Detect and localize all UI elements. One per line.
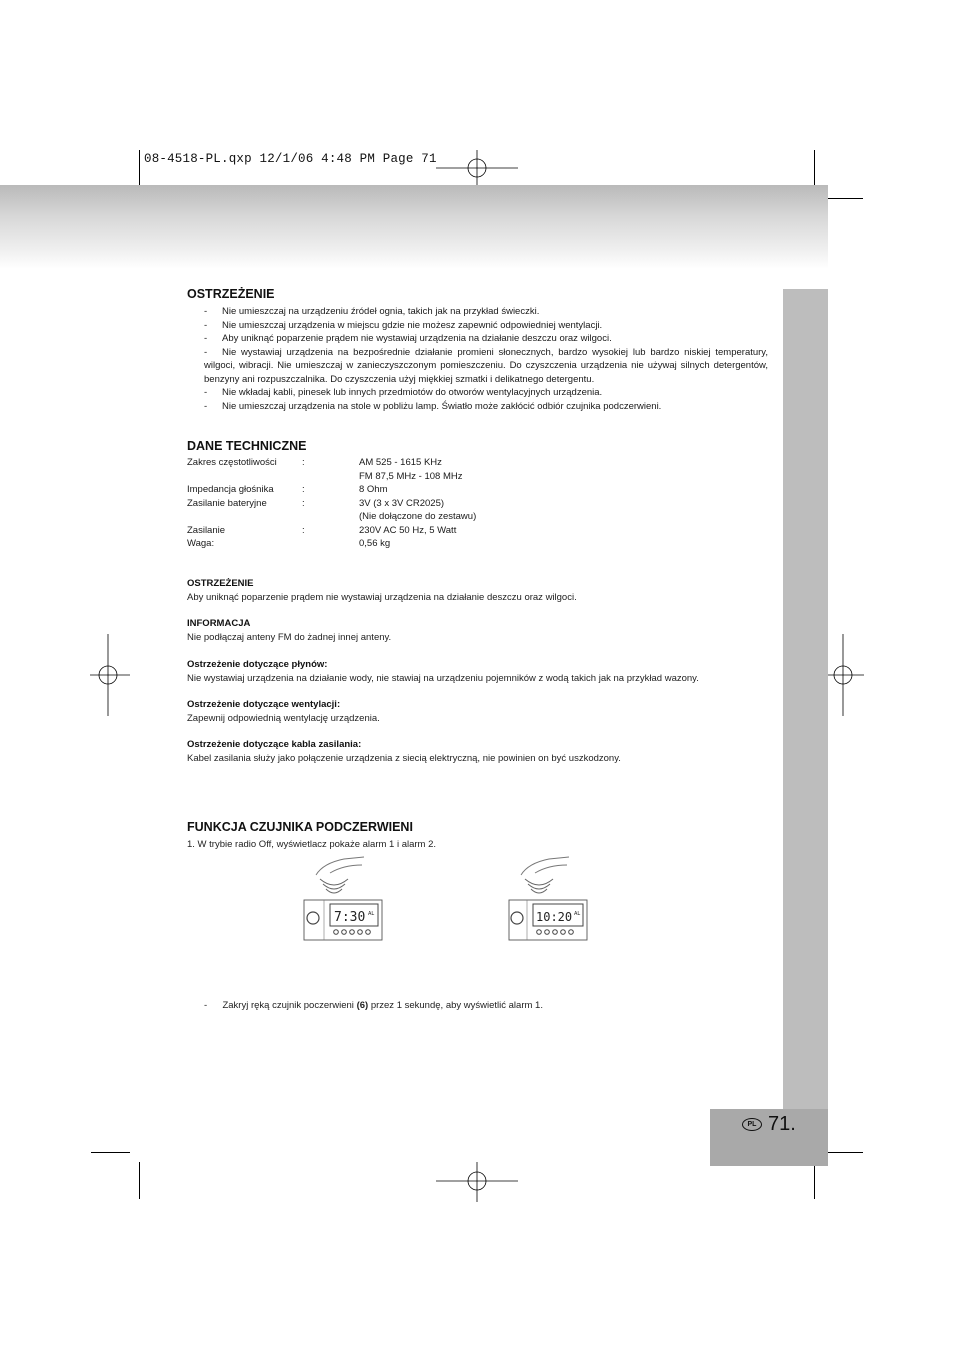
registration-mark-left	[90, 634, 130, 716]
note-title: OSTRZEŻENIE	[187, 578, 254, 589]
spec-value: 3V (3 x 3V CR2025)	[359, 497, 445, 509]
clock-illustration-1	[300, 855, 386, 943]
crop-mark	[139, 150, 140, 187]
note-text: Nie wystawiaj urządzenia na działanie wody, nie stawiaj na urządzeniu pojemników z wodą takich jak na przykład wazony.	[187, 673, 699, 684]
spec-value: 230V AC 50 Hz, 5 Watt	[359, 524, 457, 536]
spec-separator: :	[302, 497, 305, 509]
list-item: - Nie umieszczaj na urządzeniu źródeł ognia, takich jak na przykład świeczki.	[204, 306, 540, 317]
spec-value: 8 Ohm	[359, 484, 388, 495]
step-dash: -	[204, 1000, 208, 1011]
note-title: Ostrzeżenie dotyczące kabla zasilania:	[187, 739, 362, 750]
crop-mark	[139, 1162, 140, 1199]
warning-heading: OSTRZEŻENIE	[187, 287, 275, 301]
list-item: - Nie wystawiaj urządzenia na bezpośrednie działanie promieni słonecznych, bardzo wysokiej lub bardzo niskiej temperatury, wilgoci, wibracji. Nie umieszczaj w zanieczyszczonym pomieszczeniu. Do czyszczenia urządzenia nie używaj silnych detergentów, benzyny ani rozpuszczalnika. Do czyszczenia użyj miękkiej szmatki i delikatnego detergentu.	[204, 346, 768, 385]
crop-mark	[824, 198, 863, 199]
crop-mark	[91, 1152, 130, 1153]
clock-illustration-2	[505, 855, 591, 943]
spec-label: Zasilanie bateryjne	[187, 497, 267, 509]
crop-mark	[814, 1162, 815, 1199]
crop-mark	[814, 150, 815, 187]
list-item: - Nie umieszczaj urządzenia na stole w pobliżu lamp. Światło może zakłócić odbiór czujnika podczerwieni.	[204, 400, 662, 412]
clock-display: 10:20	[536, 910, 573, 924]
note-title: INFORMACJA	[187, 618, 251, 629]
spec-value: 0,56 kg	[359, 538, 391, 549]
registration-mark-right	[824, 634, 864, 716]
alarm-indicator: AL	[368, 911, 375, 917]
crop-mark	[824, 1152, 863, 1153]
specs-heading: DANE TECHNICZNE	[187, 439, 307, 453]
specs-table	[187, 457, 587, 553]
hand-icon	[521, 857, 569, 875]
page-number-text: 71.	[768, 1113, 796, 1135]
note-text: Aby uniknąć poparzenie prądem nie wystawiaj urządzenia na działanie deszczu oraz wilgoci.	[187, 592, 577, 603]
spec-label: Impedancja głośnika	[187, 484, 274, 495]
spec-separator: :	[302, 524, 305, 536]
note-title: Ostrzeżenie dotyczące płynów:	[187, 659, 328, 670]
language-badge: PL	[742, 1118, 762, 1131]
registration-mark-top	[436, 150, 518, 190]
step-text: przez 1 sekundę, aby wyświetlić alarm 1.	[368, 1000, 543, 1011]
spec-label: Zasilanie	[187, 524, 226, 536]
ir-step-1: 1. W trybie radio Off, wyświetlacz pokaże alarm 1 i alarm 2.	[187, 839, 437, 850]
hand-icon	[316, 857, 364, 875]
list-item: - Nie umieszczaj urządzenia w miejscu gdzie nie możesz zapewnić odpowiedniej wentylacji.	[204, 319, 603, 331]
ir-heading: FUNKCJA CZUJNIKA PODCZERWIENI	[187, 820, 413, 834]
side-tab	[783, 289, 828, 1109]
note-text: Nie podłączaj anteny FM do żadnej innej anteny.	[187, 632, 392, 643]
step-text: Zakryj ręką czujnik poczerwieni	[222, 1000, 357, 1011]
spec-separator: :	[302, 457, 305, 468]
header-gradient-band	[0, 185, 828, 269]
spec-label: Waga:	[187, 538, 215, 549]
alarm-indicator: AL	[574, 911, 581, 917]
note-title: Ostrzeżenie dotyczące wentylacji:	[187, 699, 341, 710]
print-slug: 08-4518-PL.qxp 12/1/06 4:48 PM Page 71	[144, 152, 437, 166]
note-text: Zapewnij odpowiednią wentylację urządzenia.	[187, 713, 380, 724]
clock-display: 7:30	[334, 910, 366, 925]
warning-list	[204, 305, 768, 413]
note-text: Kabel zasilania służy jako połączenie urządzenia z siecią elektryczną, nie powinien on być uszkodzony.	[187, 753, 621, 764]
list-item: - Aby uniknąć poparzenie prądem nie wystawiaj urządzenia na działanie deszczu oraz wilgoci.	[204, 333, 612, 344]
page-number	[742, 1113, 796, 1136]
spec-separator: :	[302, 484, 305, 495]
spec-value: AM 525 - 1615 KHz	[359, 457, 442, 468]
spec-value: (Nie dołączone do zestawu)	[359, 511, 477, 522]
registration-mark-bottom	[436, 1162, 518, 1202]
list-item: - Nie wkładaj kabli, pinesek lub innych przedmiotów do otworów wentylacyjnych urządzenia.	[204, 387, 603, 398]
step-reference: (6)	[356, 1000, 369, 1011]
spec-value: FM 87,5 MHz - 108 MHz	[359, 470, 463, 482]
spec-label: Zakres częstotliwości	[187, 457, 277, 468]
ir-step-2	[204, 999, 543, 1013]
